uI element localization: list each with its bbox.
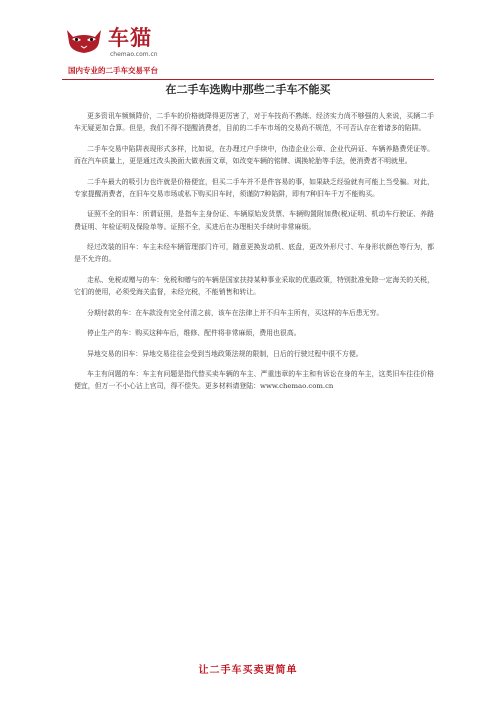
paragraph: 走私、免税或赠与的车：免税和赠与的车辆是国家扶持某种事业采取的优惠政策，特别批准免除一定海关的关税，它们的使用，必须受海关监督，未经完税，不能销售和转让。	[74, 275, 434, 297]
paragraph: 车主有问题的车：车主有问题是指代替买卖车辆的车主、严重违章的车主和有诉讼在身的车主，这类旧车往往价格便宜，但万一不小心沾上官司，得不偿失。更多材料请登陆：www.chemao.com.cn	[74, 370, 434, 391]
paragraph: 异地交易的旧车：异地交易往往会受到当地政策法规的限制，日后的行驶过程中很不方便。	[87, 349, 363, 358]
paragraph: 证照不全的旧车：所谓证照，是指车主身份证、车辆原始发货票、车辆购置附加费(税)证明、机动车行驶证、养路费证明、年检证明及保险单等。证照不全，买进后在办理相关手续时非常麻烦。	[74, 210, 434, 231]
logo	[62, 22, 172, 62]
header-divider	[62, 79, 434, 80]
logo-url: chemao.com.cn	[110, 51, 158, 58]
page-title: 在二手车选购中那些二手车不能买	[165, 83, 331, 96]
cat-mask-logo-icon	[64, 26, 104, 56]
paragraph: 更多资讯车频频降价，二手车的价格就降得更厉害了，对于车技尚不熟练、经济实力尚不够强的人来说，买辆二手车无疑更加合算。但是，我们不得不提醒消费者，目前的二手车市场的交易尚不规范，不可否认存在着诸多的陷阱。	[74, 112, 434, 133]
logo-text: 车猫	[108, 26, 152, 50]
footer-slogan: 让二手车买卖更简单	[198, 665, 298, 676]
article-body	[74, 110, 434, 401]
paragraph: 经过改装的旧车：车主未经车辆管理部门许可，随意更换发动机、底盘，更改外形尺寸、车身形状颜色等行为，都是不允许的。	[74, 243, 434, 264]
paragraph: 二手车最大的吸引力也许就是价格便宜，但买二手车并不是件容易的事，如果缺乏经验就有可能上当受骗。对此，专家提醒消费者，在旧车交易市场或私下购买旧车时，须谨防7种陷阱，即有7种旧车千万不能购买。	[74, 177, 434, 198]
paragraph: 分期付款的车：在车款没有完全付清之前，该车在法律上并不归车主所有，买这样的车后患无穷。	[87, 308, 384, 317]
tagline: 国内专业的二手车交易平台	[68, 66, 158, 75]
paragraph: 二手车交易中陷阱表现形式多样，比如说，在办理过户手续中，伪造企业公章、企业代码证、车辆养路费凭证等。而在汽车质量上，更是通过改头换面大做表面文章，如改变车辆的铭牌、调换轮胎等手法，使消费者不明就里。	[74, 144, 434, 166]
page-header	[62, 22, 434, 82]
paragraph: 停止生产的车：购买这种车后，维修、配件将非常麻烦，费用也很高。	[87, 329, 301, 338]
